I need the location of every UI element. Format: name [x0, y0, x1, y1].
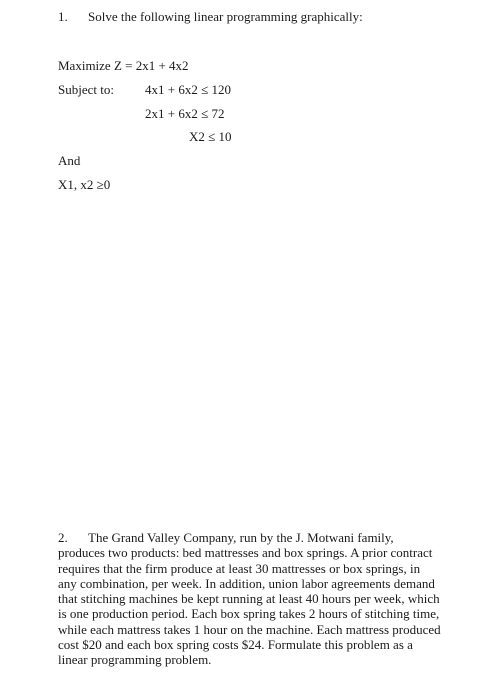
nonnegativity-constraint: X1, x2 ≥0: [58, 177, 111, 192]
constraint-3: X2 ≤ 10: [189, 129, 232, 144]
question-2-number: 2.: [58, 530, 68, 545]
subject-to-label: Subject to:: [58, 82, 114, 97]
and-label: And: [58, 153, 81, 168]
constraint-1: 4x1 + 6x2 ≤ 120: [145, 82, 231, 97]
constraint-2: 2x1 + 6x2 ≤ 72: [145, 106, 225, 121]
question-2-text: The Grand Valley Company, run by the J. Motwani family, produces two products: bed mattresses and box springs. A prior contract requires that the firm produce at least 30 mattresses or box springs, in any combination, per week. In addition, union labor agreements demand that stitching machines be kept running at least 40 hours per week, which is one production period. Each box spring takes 2 hours of stitching time, while each mattress takes 1 hour on the machine. Each mattress produced cost $20 and each box spring costs $24. Formulate this problem as a linear programming problem.: [58, 530, 441, 668]
question-1-number: 1.: [58, 9, 68, 24]
question-2: [58, 530, 442, 668]
objective-function: Maximize Z = 2x1 + 4x2: [58, 58, 189, 73]
question-1-prompt: Solve the following linear programming graphically:: [88, 9, 363, 24]
